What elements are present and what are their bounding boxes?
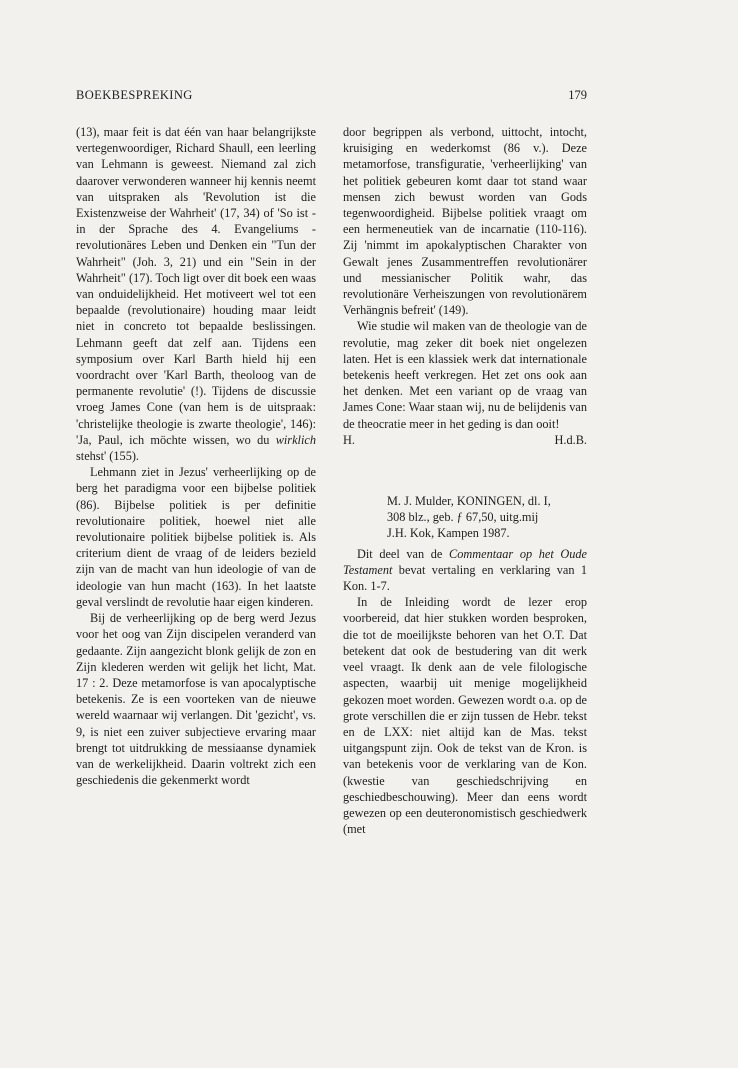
right-p3-italic: Commentaar op het Oude Testament <box>343 546 587 577</box>
right-p3-a: Dit deel van de <box>357 546 443 561</box>
right-paragraph-4: In de Inleiding wordt de lezer erop voorbereid, dat hier stukken worden besproken, die tot de moeilijkste behoren van het O.T. Dat betekent dat ook de bestudering van dit werk veel vraagt. Ik denk aan de vele filologische aspecten, waarbij uit menige mogelijkheid gekozen moet worden. Gewezen wordt o.a. op de grote verschillen die er zijn tussen de Hebr. tekst en de LXX: niet altijd kan de Mas. tekst uitgangspunt zijn. Ook de tekst van de Kron. is van betekenis voor de verklaring van de Kon. (kwestie van geschiedschrijving en geschiedbeschouwing). Meer dan eens wordt gewezen op een deuteronomistisch geschiedwerk (met <box>343 595 587 837</box>
signature-right: H.d.B. <box>554 432 587 447</box>
right-paragraph-2: Wie studie wil maken van de theologie van de revolutie, mag zeker dit boek niet ongelezen laten. Het is een klassiek werk dat internationale betekenis heeft verkregen. Het zet ons ook aan het denken. Met een variant op de vraag van James Cone: Waar staan wij, nu de belijdenis van de theocratie meer in het geding is dan ooit! <box>343 319 587 431</box>
right-column <box>343 124 587 837</box>
left-paragraph-1 <box>76 124 316 464</box>
left-paragraph-2: Lehmann ziet in Jezus' verheerlijking op de berg het paradigma voor een bijbelse politiek (86). Bijbelse politiek is per definitie revolutionaire politiek, hoewel niet alle revolutionaire politiek bijbelse politiek is. Als criterium dient de vraag of de leiders bezield zijn van de macht van hun ideologie of van de ideologie van hun macht (163). In het laatste geval verslindt de revolutie haar eigen kinderen. <box>76 465 316 609</box>
biblio-line-1: M. J. Mulder, KONINGEN, dl. I, <box>387 494 551 509</box>
right-p3-b: bevat vertaling en verklaring van 1 Kon. 1-7. <box>343 562 588 594</box>
left-paragraph-3: Bij de verheerlijking op de berg werd Jezus voor het oog van Zijn discipelen veranderd van gedaante. Zijn aangezicht blonk gelijk de zon en Zijn klederen werden wit gelijk het licht, Mat. 17 : 2. Deze metamorfose is van apocalyptische betekenis. Ze is een voorteken van de nieuwe wereld waarnaar wij verlangen. Dit 'gezicht', vs. 9, is niet een zuiver subjectieve ervaring maar brengt tot uitdrukking de messiaanse dynamiek van de werkelijkheid. Daarin voltrekt zich een geschiedenis die gekenmerkt wordt <box>76 611 316 788</box>
left-p1-italic: wirklich <box>275 432 316 447</box>
review-signature <box>343 432 587 448</box>
running-header: BOEKBESPREKING <box>76 88 193 102</box>
right-paragraph-1: door begrippen als verbond, uittocht, intocht, kruisiging en wederkomst (86 v.). Deze metamorfose, transfiguratie, 'verheerlijking' van het politiek gebeuren komt daar tot stand waar mensen zich bewust worden van Gods tegenwoordigheid. Bijbelse politiek vraagt om een hermeneutiek van de incarnatie (110-116). Zij 'nimmt im apokalyptischen Charakter von Gewalt jenes Zusammentreffen revolutionärer und messianischer Politik wahr, das revolutionäre Verheiszungen von revolutionärem Verhängnis befreit' (149). <box>343 125 587 318</box>
right-paragraph-3 <box>343 546 587 595</box>
biblio-line-2: 308 blz., geb. ƒ 67,50, uitg.mij <box>387 510 539 525</box>
bibliographic-entry <box>343 493 587 542</box>
signature-left: H. <box>343 432 355 447</box>
biblio-line-3: J.H. Kok, Kampen 1987. <box>387 526 510 541</box>
left-p1-text: (13), maar feit is dat één van haar belangrijkste vertegenwoordiger, Richard Shaull, een leerling van Lehmann is geweest. Niemand zal zich daarover verwonderen wanneer hij kennis neemt van uitspraken als 'Revolution ist die Existenzweise der Wahrheit' (17, 34) of 'So ist - in der Sprache des 4. Evangeliums - revolutionäres Leben und Denken ein "Tun der Wahrheit" (Joh. 3, 21) und ein "Sein in der Wahrheit" (17). Toch ligt over dit boek een waas van onduidelijkheid. Het motiveert wel tot een bepaalde (revolutionaire) houding maar leidt niet in concreto tot bepaalde beslissingen. Lehmann geeft dat zelf aan. Tijdens een symposium over Karl Barth hield hij een voordracht over 'Karl Barth, theoloog van de permanente revolutie' (!). Tijdens de discussie vroeg James Cone (van hem is de uitspraak: 'christelijke theologie is zwarte theologie', 146): 'Ja, Paul, ich möchte wissen, wo du <box>76 125 316 447</box>
page-number: 179 <box>568 88 587 102</box>
left-column <box>76 124 316 788</box>
left-p1-end: stehst' (155). <box>76 449 140 464</box>
